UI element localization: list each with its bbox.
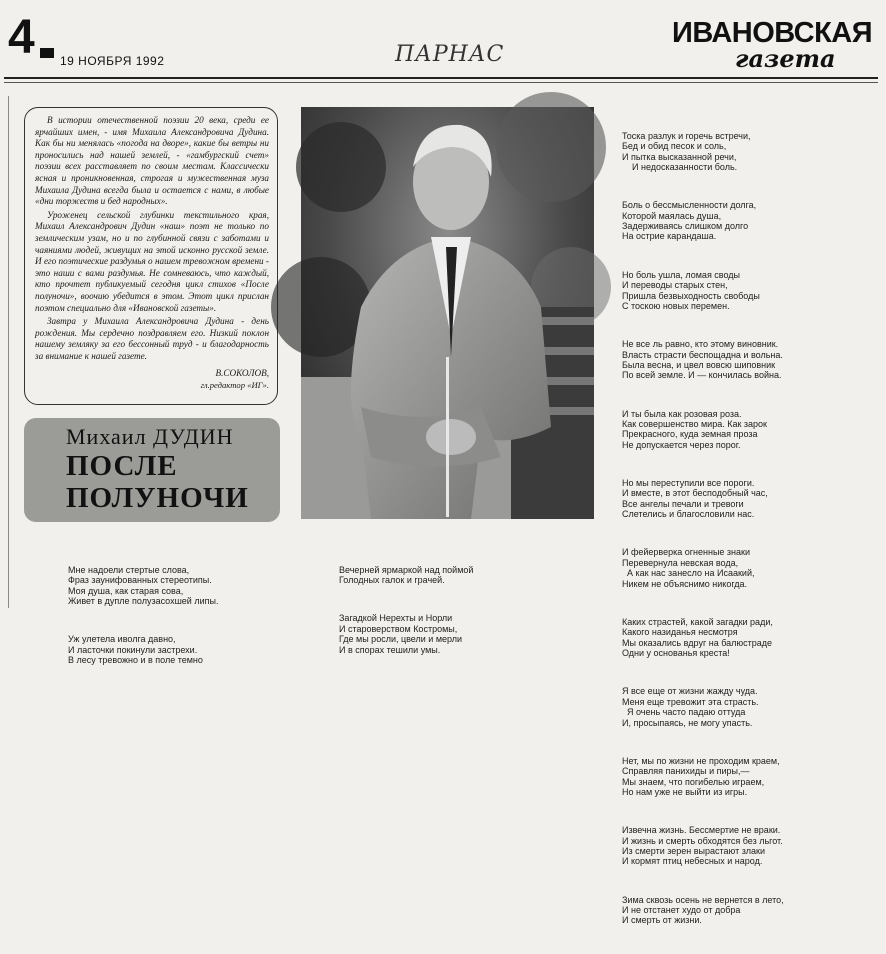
poem-stanza: Вечерней ярмаркой над поймой Голодных галок и грачей. [339,564,474,586]
author-photo [301,107,594,519]
poem-stanza: Загадкой Нерехты и Норли И староверством Костромы, Где мы росли, цвели и мерли И в спорах тешили умы. [339,613,462,655]
poem-stanza: Но боль ушла, ломая своды И переводы старых стен, Пришла безвыходность свободы С тоскою новых перемен. [622,269,760,311]
header-rule [4,77,878,79]
poem-column-right [622,110,862,926]
poem-title-line2: ПОЛУНОЧИ [66,482,249,514]
poem-stanza: Тоска разлук и горечь встречи, Бед и обид песок и соль, И пытка высказанной речи, И недосказанности боль. [622,130,751,173]
poem-stanza: Каких страстей, какой загадки ради, Какого назиданья несмотря Мы оказались вдруг на балюстраде Одни у основанья креста! [622,616,773,659]
poem-column-bottom-left [68,544,298,666]
poem-stanza: Я все еще от жизни жажду чуда. Меня еще тревожит эта страсть. Я очень часто падаю оттуда И, просыпаясь, не могу упасть. [622,686,759,728]
intro-paragraph-1: В истории отечественной поэзии 20 века, среди ее ярчайших имен, - имя Михаила Александровича Дудина. Как бы ни менялась «погода на дворе», какие бы ветры ни проносились над нашей землей, - «гамбургский счет» поэзии всех расставляет по своим местам. Классически ясная и проникновенная, строгая и мужественная муза Михаила Дудина всегда была и остается с нами, в любые «дни торжеств и бед народных». [35,115,269,207]
poem-stanza: Зима сквозь осень не вернется в лето, И не отстанет худо от добра И смерть от жизни. [622,894,784,926]
masthead-logo-line2: газета [735,44,836,73]
rubric-title: ПАРНАС [395,42,505,67]
intro-paragraph-3: Завтра у Михаила Александровича Дудина - день рождения. Мы сердечно поздравляем его. Низкий поклон нашему земляку за его бессонный труд - и благодарность за внимание к нашей газете. [35,316,269,361]
intro-box [24,107,278,405]
header-rule-thin [4,82,878,83]
poem-stanza: Извечна жизнь. Бессмертие не враки. И жизнь и смерть обходятся без льгот. Из смерти зерен вырастают злаки И кормят птиц небесных и народ. [622,825,783,867]
poem-stanza: Но мы переступили все пороги. И вместе, в этот бесподобный час, Все ангелы печали и тревоги Слетелись и благословили нас. [622,478,768,520]
poem-column-bottom-middle [339,544,579,655]
issue-date: 19 НОЯБРЯ 1992 [60,54,165,68]
poem-stanza: Боль о бессмысленности долга, Которой маялась душа, Задерживаясь слишком долго На острие карандаша. [622,200,757,242]
page-number-bar [40,48,54,58]
intro-signature-role: гл.редактор «ИГ». [200,380,269,391]
poem-title-line1: ПОСЛЕ [66,450,178,482]
poem-stanza: Не все ль равно, кто этому виновник. Власть страсти беспощадна и вольна. Была весна, и цвел вовсю шиповник По всей земле. И — кончилась война. [622,339,783,381]
intro-signature: В.СОКОЛОВ, [215,368,269,379]
intro-paragraph-2: Уроженец сельской глубинки текстильного края, Михаил Александрович Дудин «наш» поэт не только по землическим узам, но и по глубинной связи с заботами и чаяниями людей, живущих на этой исконно русской земле. И его поэтические раздумья о нашем тревожном времени - это наши с вами раздумья. Не сомневаюсь, что каждый, кто прочтет публикуемый сегодня цикл стихов «После полуночи», воочию убедится в этом. Этот цикл прислан поэтом специально для «Ивановской газеты». [35,209,269,313]
poem-stanza: И ты была как розовая роза. Как совершенство мира. Как зарок Прекрасного, куда земная проза Не допускается через порог. [622,408,767,450]
poem-title [66,450,249,514]
masthead-logo-line1: ИВАНОВСКАЯ [672,17,873,49]
poem-stanza: Уж улетела иволга давно, И ласточки покинули застрехи. В лесу тревожно и в поле темно [68,634,203,666]
page-number: 4 [8,11,35,64]
poem-stanza: И фейерверка огненные знаки Перевернула невская вода, А как нас занесло на Исаакий, Никем не объяснимо никогда. [622,547,755,589]
author-portrait-image [301,107,594,519]
poem-stanza: Нет, мы по жизни не проходим краем, Справляя панихиды и пиры,— Мы знаем, что погибелью играем, Но нам уже не выйти из игры. [622,755,780,797]
poem-stanza: Мне надоели стертые слова, Фраз заунифованных стереотипы. Моя душа, как старая сова, Живет в дупле полузасохшей липы. [68,564,219,607]
poem-author: Михаил ДУДИН [66,424,234,449]
column-frame [8,96,9,608]
